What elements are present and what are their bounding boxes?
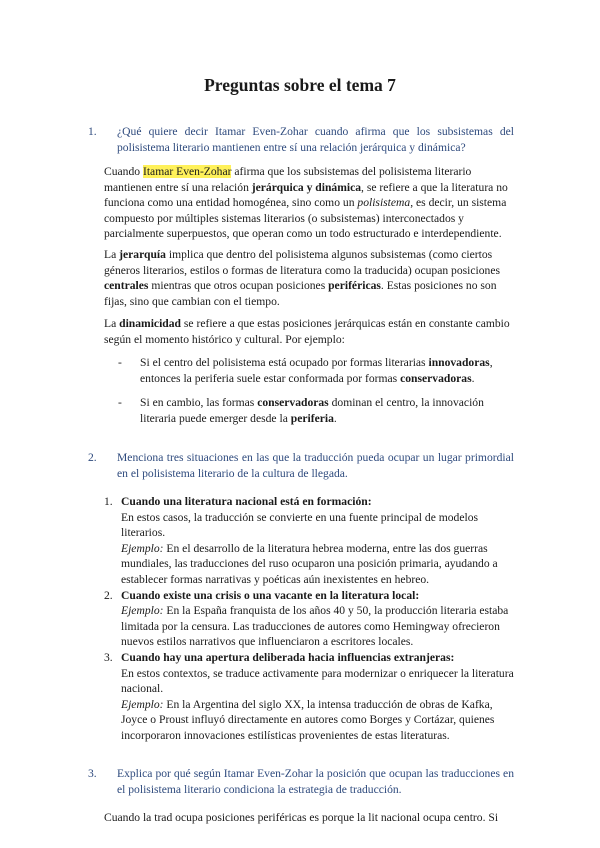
highlighted-name: Itamar Even-Zohar [142, 165, 232, 178]
list-item: 3. Cuando hay una apertura deliberada hacia influencias extranjeras: En estos contextos, se traduce activamente para modernizar o enriquecer la literatura nacional. Ejemplo: En la Argentina del siglo XX, la intensa traducción de obras de Kafka, Joyce o Proust influyó directamente en autores como Borges y Cortázar, quienes incorporaron innovaciones estilísticas provenientes de estas literaturas. [104, 650, 514, 742]
bullet-item: - Si el centro del polisistema está ocupado por formas literarias innovadoras, entonces la periferia suele estar conformada por formas conservadoras. [118, 356, 493, 385]
list-item: 2. Cuando existe una crisis o una vacante en la literatura local: Ejemplo: En la España franquista de los años 40 y 50, la producción literaria estaba limitada por la censura. Las traducciones de autores como Hemingway ofrecieron nuevos estilos narrativos que influenciaron a escritores locales. [104, 588, 509, 649]
dash-bullet: - [118, 396, 122, 409]
question-text: Explica por qué según Itamar Even-Zohar la posición que ocupan las traducciones en el polisistema literario condiciona la estrategia de traducción. [117, 767, 514, 796]
question-3 [88, 766, 514, 797]
question-2 [88, 450, 514, 481]
list-item: 1. Cuando una literatura nacional está en formación: En estos casos, la traducción se convierte en una fuente principal de modelos literarios. Ejemplo: En el desarrollo de la literatura hebrea moderna, entre las dos guerras mundiales, las traducciones del ruso ocuparon una posición primaria, ayudando a establecer formas narrativas y poéticas aún inexistentes en hebreo. [104, 495, 498, 586]
question-1 [88, 124, 514, 155]
dash-bullet: - [118, 356, 122, 369]
answer-3-paragraph: Cuando la trad ocupa posiciones periféricas es porque la lit nacional ocupa centro. Si [104, 811, 499, 824]
page-title: Preguntas sobre el tema 7 [204, 75, 396, 95]
question-number: 3. [88, 767, 97, 780]
answer-1-paragraph-1: Cuando Itamar Even-Zohar afirma que los subsistemas del polisistema literario mantienen entre sí una relación jerárquica y dinámica, se refiere a que la literatura no funciona como una entidad homogénea, sino como un polisistema, es decir, un sistema compuesto por múltiples sistemas literarios (o subsistemas) interconectados y parcialmente superpuestos, que operan como un todo estructurado e interdependiente. [104, 165, 508, 241]
question-number: 1. [88, 125, 97, 138]
bullet-item: - Si en cambio, las formas conservadoras dominan el centro, la innovación literaria puede emerger desde la periferia. [118, 396, 484, 425]
answer-2-list [104, 494, 514, 744]
answer-1-paragraph-2: La jerarquía implica que dentro del polisistema algunos subsistemas (como ciertos géneros literarios, estilos o formas de literatura como la traducida) ocupan posiciones centrales mientras que otros ocupan posiciones periféricas. Estas posiciones no son fijas, sino que cambian con el tiempo. [104, 248, 500, 308]
answer-1-paragraph-3: La dinamicidad se refiere a que estas posiciones jerárquicas están en constante cambio según el momento histórico y cultural. Por ejemplo: [104, 317, 510, 346]
question-text: ¿Qué quiere decir Itamar Even-Zohar cuando afirma que los subsistemas del polisistema literario mantienen entre sí una relación jerárquica y dinámica? [117, 125, 514, 154]
question-number: 2. [88, 451, 97, 464]
question-text: Menciona tres situaciones en las que la traducción pueda ocupar un lugar primordial en el polisistema literario de la cultura de llegada. [117, 451, 514, 480]
